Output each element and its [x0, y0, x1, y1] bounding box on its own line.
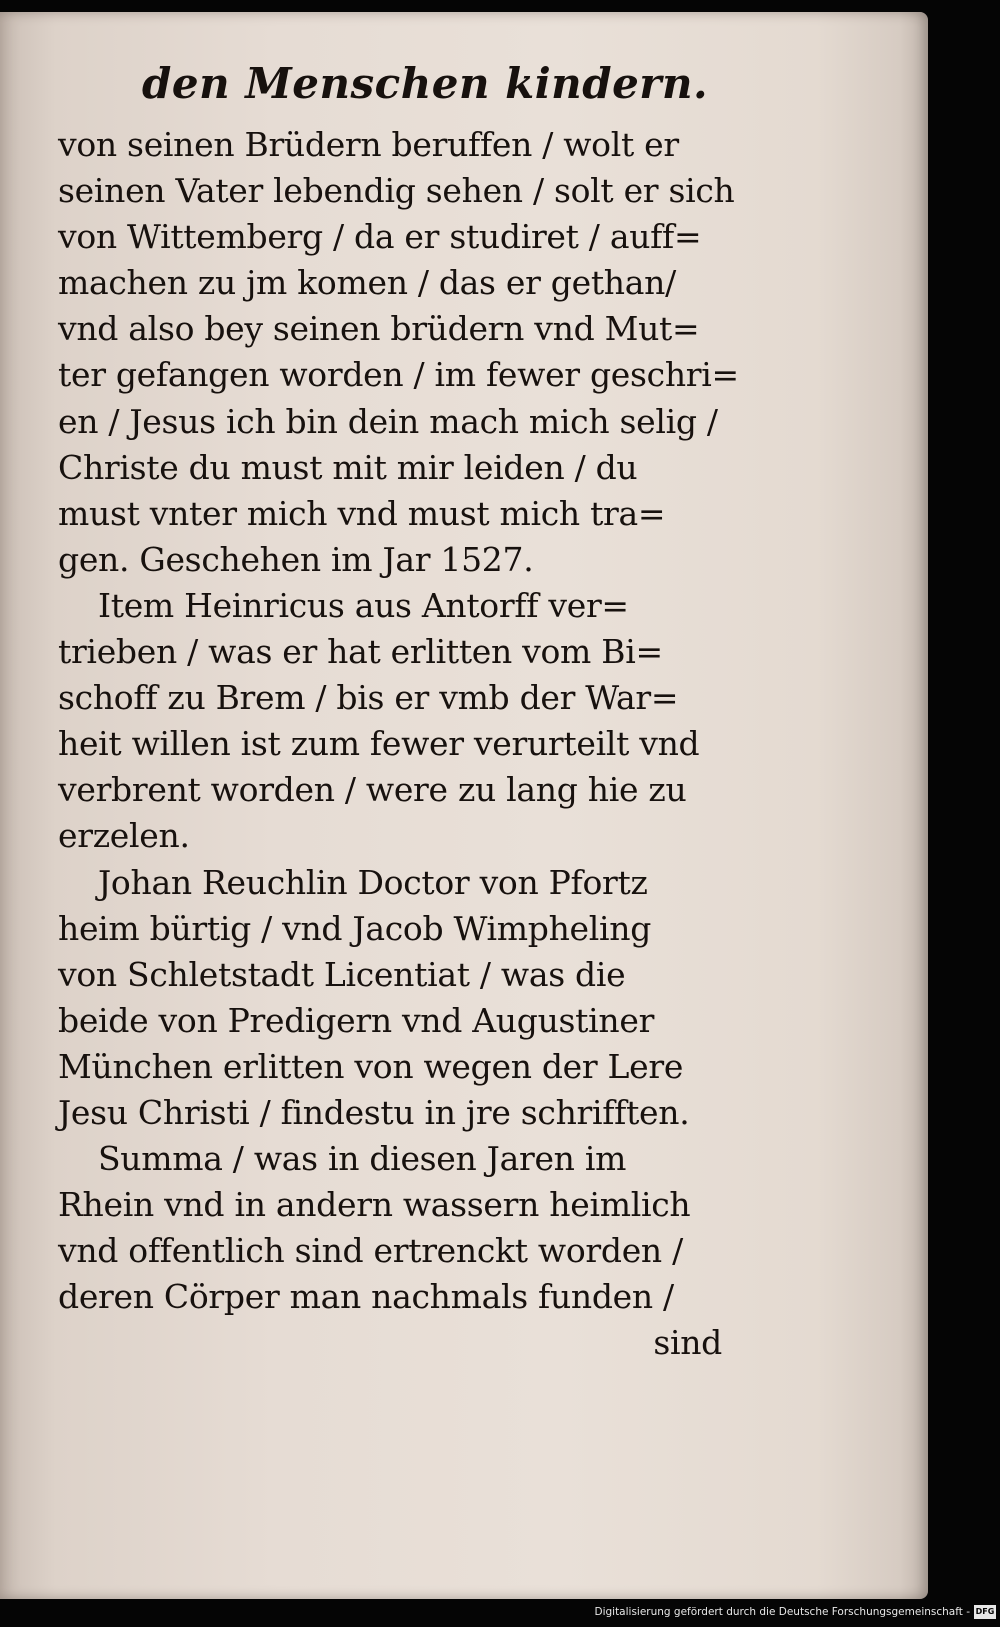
- text-line: von seinen Brüdern beruffen / wolt er: [58, 125, 679, 164]
- catchword: sind: [653, 1323, 722, 1363]
- text-line: schoff zu Brem / bis er vmb der War=: [58, 678, 679, 718]
- text-line: verbrent worden / were zu lang hie zu: [58, 770, 687, 810]
- text-line: vnd also bey seinen brüdern vnd Mut=: [58, 309, 700, 349]
- paragraph-start-line: Summa / was in diesen Jaren im: [98, 1139, 627, 1179]
- text-line: en / Jesus ich bin dein mach mich selig /: [58, 401, 718, 441]
- text-line: Christe du must mit mir leiden / du: [58, 447, 638, 487]
- text-line: machen zu jm komen / das er gethan/: [58, 263, 676, 303]
- text-line: Jesu Christi / findestu in jre schrifften.: [58, 1092, 690, 1132]
- text-line: München erlitten von wegen der Lere: [58, 1046, 684, 1086]
- text-line: gen. Geschehen im Jar 1527.: [58, 539, 534, 579]
- text-line: beide von Predigern vnd Augustiner: [58, 1000, 655, 1040]
- text-block: [58, 46, 739, 1367]
- paragraph-start-line: Johan Reuchlin Doctor von Pfortz: [98, 862, 648, 902]
- text-line: heim bürtig / vnd Jacob Wimpheling: [58, 908, 652, 948]
- text-line: deren Cörper man nachmals funden /: [58, 1277, 674, 1317]
- text-line: von Schletstadt Licentiat / was die: [58, 954, 626, 994]
- text-line: von Wittemberg / da er studiret / auff=: [58, 217, 702, 257]
- paragraph-start-line: Item Heinricus aus Antorff ver=: [98, 585, 629, 625]
- text-line: trieben / was er hat erlitten vom Bi=: [58, 632, 663, 672]
- running-head: den Menschen kindern.: [142, 59, 709, 108]
- text-line: erzelen.: [58, 816, 190, 856]
- text-line: must vnter mich vnd must mich tra=: [58, 493, 666, 533]
- dfg-logo: DFG: [974, 1605, 996, 1619]
- text-line: ter gefangen worden / im fewer geschri=: [58, 355, 739, 395]
- text-line: seinen Vater lebendig sehen / solt er sich: [58, 171, 735, 211]
- funding-credit: Digitalisierung gefördert durch die Deutsche Forschungsgemeinschaft -: [594, 1606, 970, 1618]
- text-line: heit willen ist zum fewer verurteilt vnd: [58, 724, 700, 764]
- text-line: vnd offentlich sind ertrenckt worden /: [58, 1231, 683, 1271]
- book-page: [0, 12, 928, 1599]
- text-line: Rhein vnd in andern wassern heimlich: [58, 1185, 691, 1225]
- footer-bar: [0, 1599, 1000, 1627]
